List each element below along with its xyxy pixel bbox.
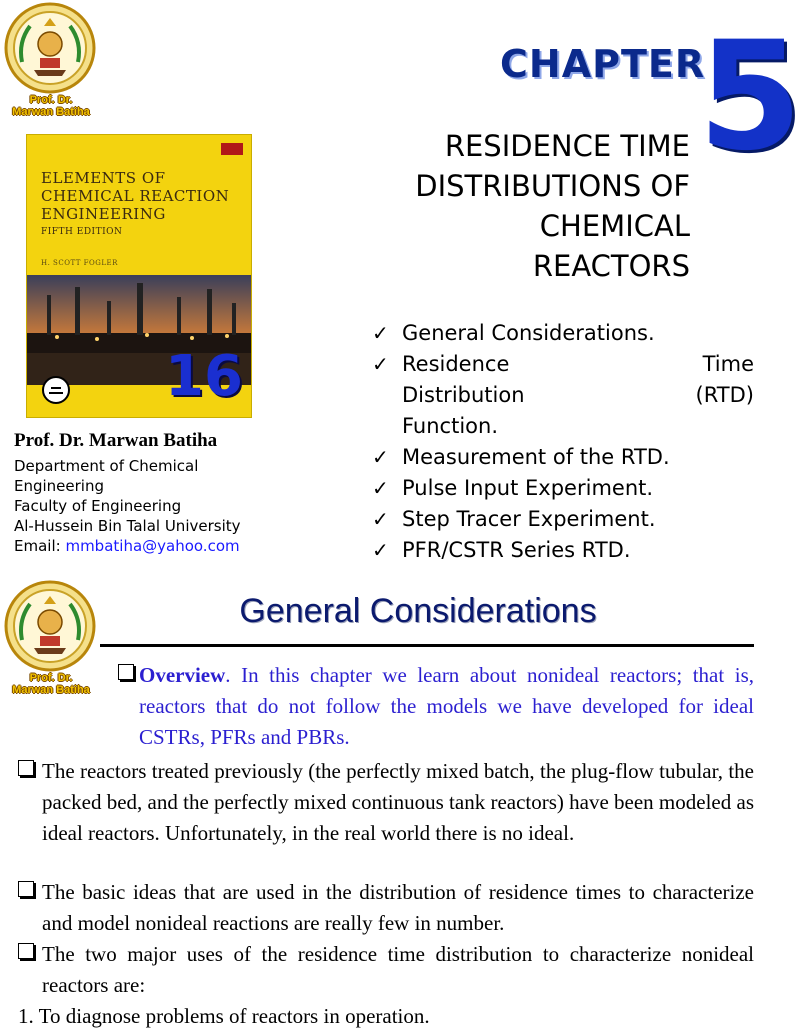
checkmark-icon: ✓ bbox=[372, 538, 389, 562]
bullet-box-icon bbox=[118, 664, 134, 680]
topic-item: ✓ Pulse Input Experiment. bbox=[372, 473, 754, 504]
topic-item: ✓ General Considerations. bbox=[372, 318, 754, 349]
book-volume-number: 16 bbox=[165, 344, 243, 409]
author-department: Department of Chemical bbox=[14, 457, 199, 475]
chapter-title: RESIDENCE TIME DISTRIBUTIONS OF CHEMICAL REACTORS bbox=[415, 129, 690, 283]
numbered-item-1: 1. To diagnose problems of reactors in operation. bbox=[18, 1004, 430, 1028]
email-label: Email: bbox=[14, 537, 66, 555]
author-email-line bbox=[14, 536, 240, 556]
checkmark-icon: ✓ bbox=[372, 321, 389, 345]
book-title: ELEMENTS OF CHEMICAL REACTION ENGINEERING bbox=[41, 169, 230, 223]
author-department-cont: Engineering bbox=[14, 477, 104, 495]
email-link[interactable]: mmbatiha@yahoo.com bbox=[65, 537, 240, 555]
author-faculty: Faculty of Engineering bbox=[14, 497, 182, 515]
chapter-label: CHAPTER bbox=[500, 42, 706, 86]
checkmark-icon: ✓ bbox=[372, 476, 389, 500]
paragraph-ideal-reactors: The reactors treated previously (the perfectly mixed batch, the plug-flow tubular, the packed bed, and the perfectly mixed continuous tank reactors) have been modeled as ideal reactors. Unfortunately, in the real world there is no ideal. bbox=[42, 759, 754, 845]
bullet-box-icon bbox=[18, 943, 34, 959]
topic-list bbox=[372, 318, 754, 566]
checkmark-icon: ✓ bbox=[372, 352, 389, 376]
publisher-logo-icon bbox=[221, 143, 243, 155]
seal-icon bbox=[4, 580, 96, 672]
paragraph-major-uses: The two major uses of the residence time distribution to characterize nonideal reactors are: bbox=[42, 942, 754, 997]
logo-caption: Prof. Dr. Marwan Batiha bbox=[12, 94, 90, 118]
university-logo-2 bbox=[4, 580, 98, 696]
bullet-box-icon bbox=[18, 881, 34, 897]
university-logo bbox=[4, 2, 98, 118]
topic-item: ✓ Residence Time Distribution (RTD) Function. bbox=[372, 349, 754, 442]
book-cover bbox=[26, 134, 252, 418]
topic-item: ✓ Measurement of the RTD. bbox=[372, 442, 754, 473]
section-title: General Considerations bbox=[239, 592, 597, 630]
book-author: H. SCOTT FOGLER bbox=[41, 259, 118, 267]
topic-item: ✓ PFR/CSTR Series RTD. bbox=[372, 535, 754, 566]
checkmark-icon: ✓ bbox=[372, 445, 389, 469]
seal-icon bbox=[4, 2, 96, 94]
paragraph-basic-ideas: The basic ideas that are used in the distribution of residence times to characterize and model nonideal reactions are really few in number. bbox=[42, 880, 754, 935]
overview-paragraph: Overview. In this chapter we learn about nonideal reactors; that is, reactors that do not follow the models we have developed for ideal CSTRs, PFRs and PBRs. bbox=[139, 663, 754, 749]
checkmark-icon: ✓ bbox=[372, 507, 389, 531]
series-emblem-icon bbox=[41, 375, 71, 405]
author-name: Prof. Dr. Marwan Batiha bbox=[14, 430, 218, 451]
topic-item: ✓ Step Tracer Experiment. bbox=[372, 504, 754, 535]
logo-caption: Prof. Dr. Marwan Batiha bbox=[12, 672, 90, 696]
chapter-number: 5 bbox=[698, 10, 802, 184]
bullet-box-icon bbox=[18, 760, 34, 776]
title-divider bbox=[100, 644, 754, 647]
author-university: Al-Hussein Bin Talal University bbox=[14, 517, 241, 535]
book-edition: FIFTH EDITION bbox=[41, 227, 123, 237]
